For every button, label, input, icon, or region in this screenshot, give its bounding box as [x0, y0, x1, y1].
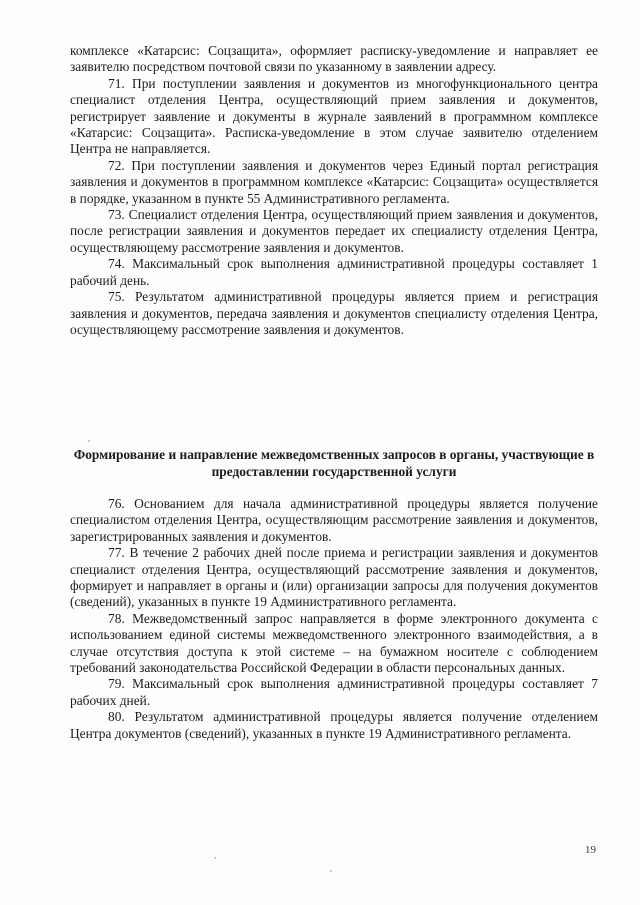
paragraph-continuation: комплексе «Катарсис: Соцзащита», оформляет расписку-уведомление и направляет ее заявителю посредством почтовой связи по указанному в заявлении адресу.	[70, 43, 598, 75]
paragraph-73: 73. Специалист отделения Центра, осуществляющий прием заявления и документов, после регистрации заявления и документов передает их специалисту отделения Центра, осуществляющему рассмотрение заявления и документов.	[70, 207, 598, 255]
paragraph-71: 71. При поступлении заявления и документов из многофункционального центра специалист отделения Центра, осуществляющий прием заявления и документов, регистрирует заявление и документы в журнале заявлений в программном комплексе «Катарсис: Соцзащита». Расписка-уведомление в этом случае заявителю отделением Центра не направляется.	[70, 75, 598, 157]
scan-speck	[88, 440, 90, 442]
section-top	[70, 43, 598, 338]
paragraph-75: 75. Результатом административной процедуры является прием и регистрация заявления и документов, передача заявления и документов специалисту отделения Центра, осуществляющему рассмотрение заявления и документов.	[70, 289, 598, 337]
page-number: 19	[585, 844, 596, 856]
paragraph-72: 72. При поступлении заявления и документов через Единый портал регистрация заявления и документов в программном комплексе «Катарсис: Соцзащита» осуществляется в порядке, указанном в пункте 55 Административного регламента.	[70, 157, 598, 206]
paragraph-76: 76. Основанием для начала административной процедуры является получение специалистом отделения Центра, осуществляющим рассмотрение заявления и документов, зарегистрированных заявления и документов.	[70, 496, 598, 544]
paragraph-80: 80. Результатом административной процедуры является получение отделением Центра документов (сведений), указанных в пункте 19 Административного регламента.	[70, 709, 598, 741]
paragraph-78: 78. Межведомственный запрос направляется в форме электронного документа с использованием единой системы межведомственного электронного взаимодействия, а в случае отсутствия доступа к этой системе – на бумажном носителе с соблюдением требований законодательства Российской Федерации в области персональных данных.	[70, 610, 598, 676]
paragraph-74: 74. Максимальный срок выполнения административной процедуры составляет 1 рабочий день.	[70, 256, 598, 288]
section-bottom	[70, 496, 598, 742]
scan-speck	[214, 857, 216, 859]
paragraph-79: 79. Максимальный срок выполнения административной процедуры составляет 7 рабочих дней.	[70, 676, 598, 708]
paragraph-77: 77. В течение 2 рабочих дней после приема и регистрации заявления и документов специалист отделения Центра, осуществляющий рассмотрение заявления и документов, формирует и направляет в органы и (или) организации запросы для получения документов (сведений), указанных в пункте 19 Административного регламента.	[70, 545, 598, 610]
scan-speck	[330, 870, 332, 872]
section-heading: Формирование и направление межведомственных запросов в органы, участвующие в предоставлении государственной услуги	[73, 447, 595, 479]
